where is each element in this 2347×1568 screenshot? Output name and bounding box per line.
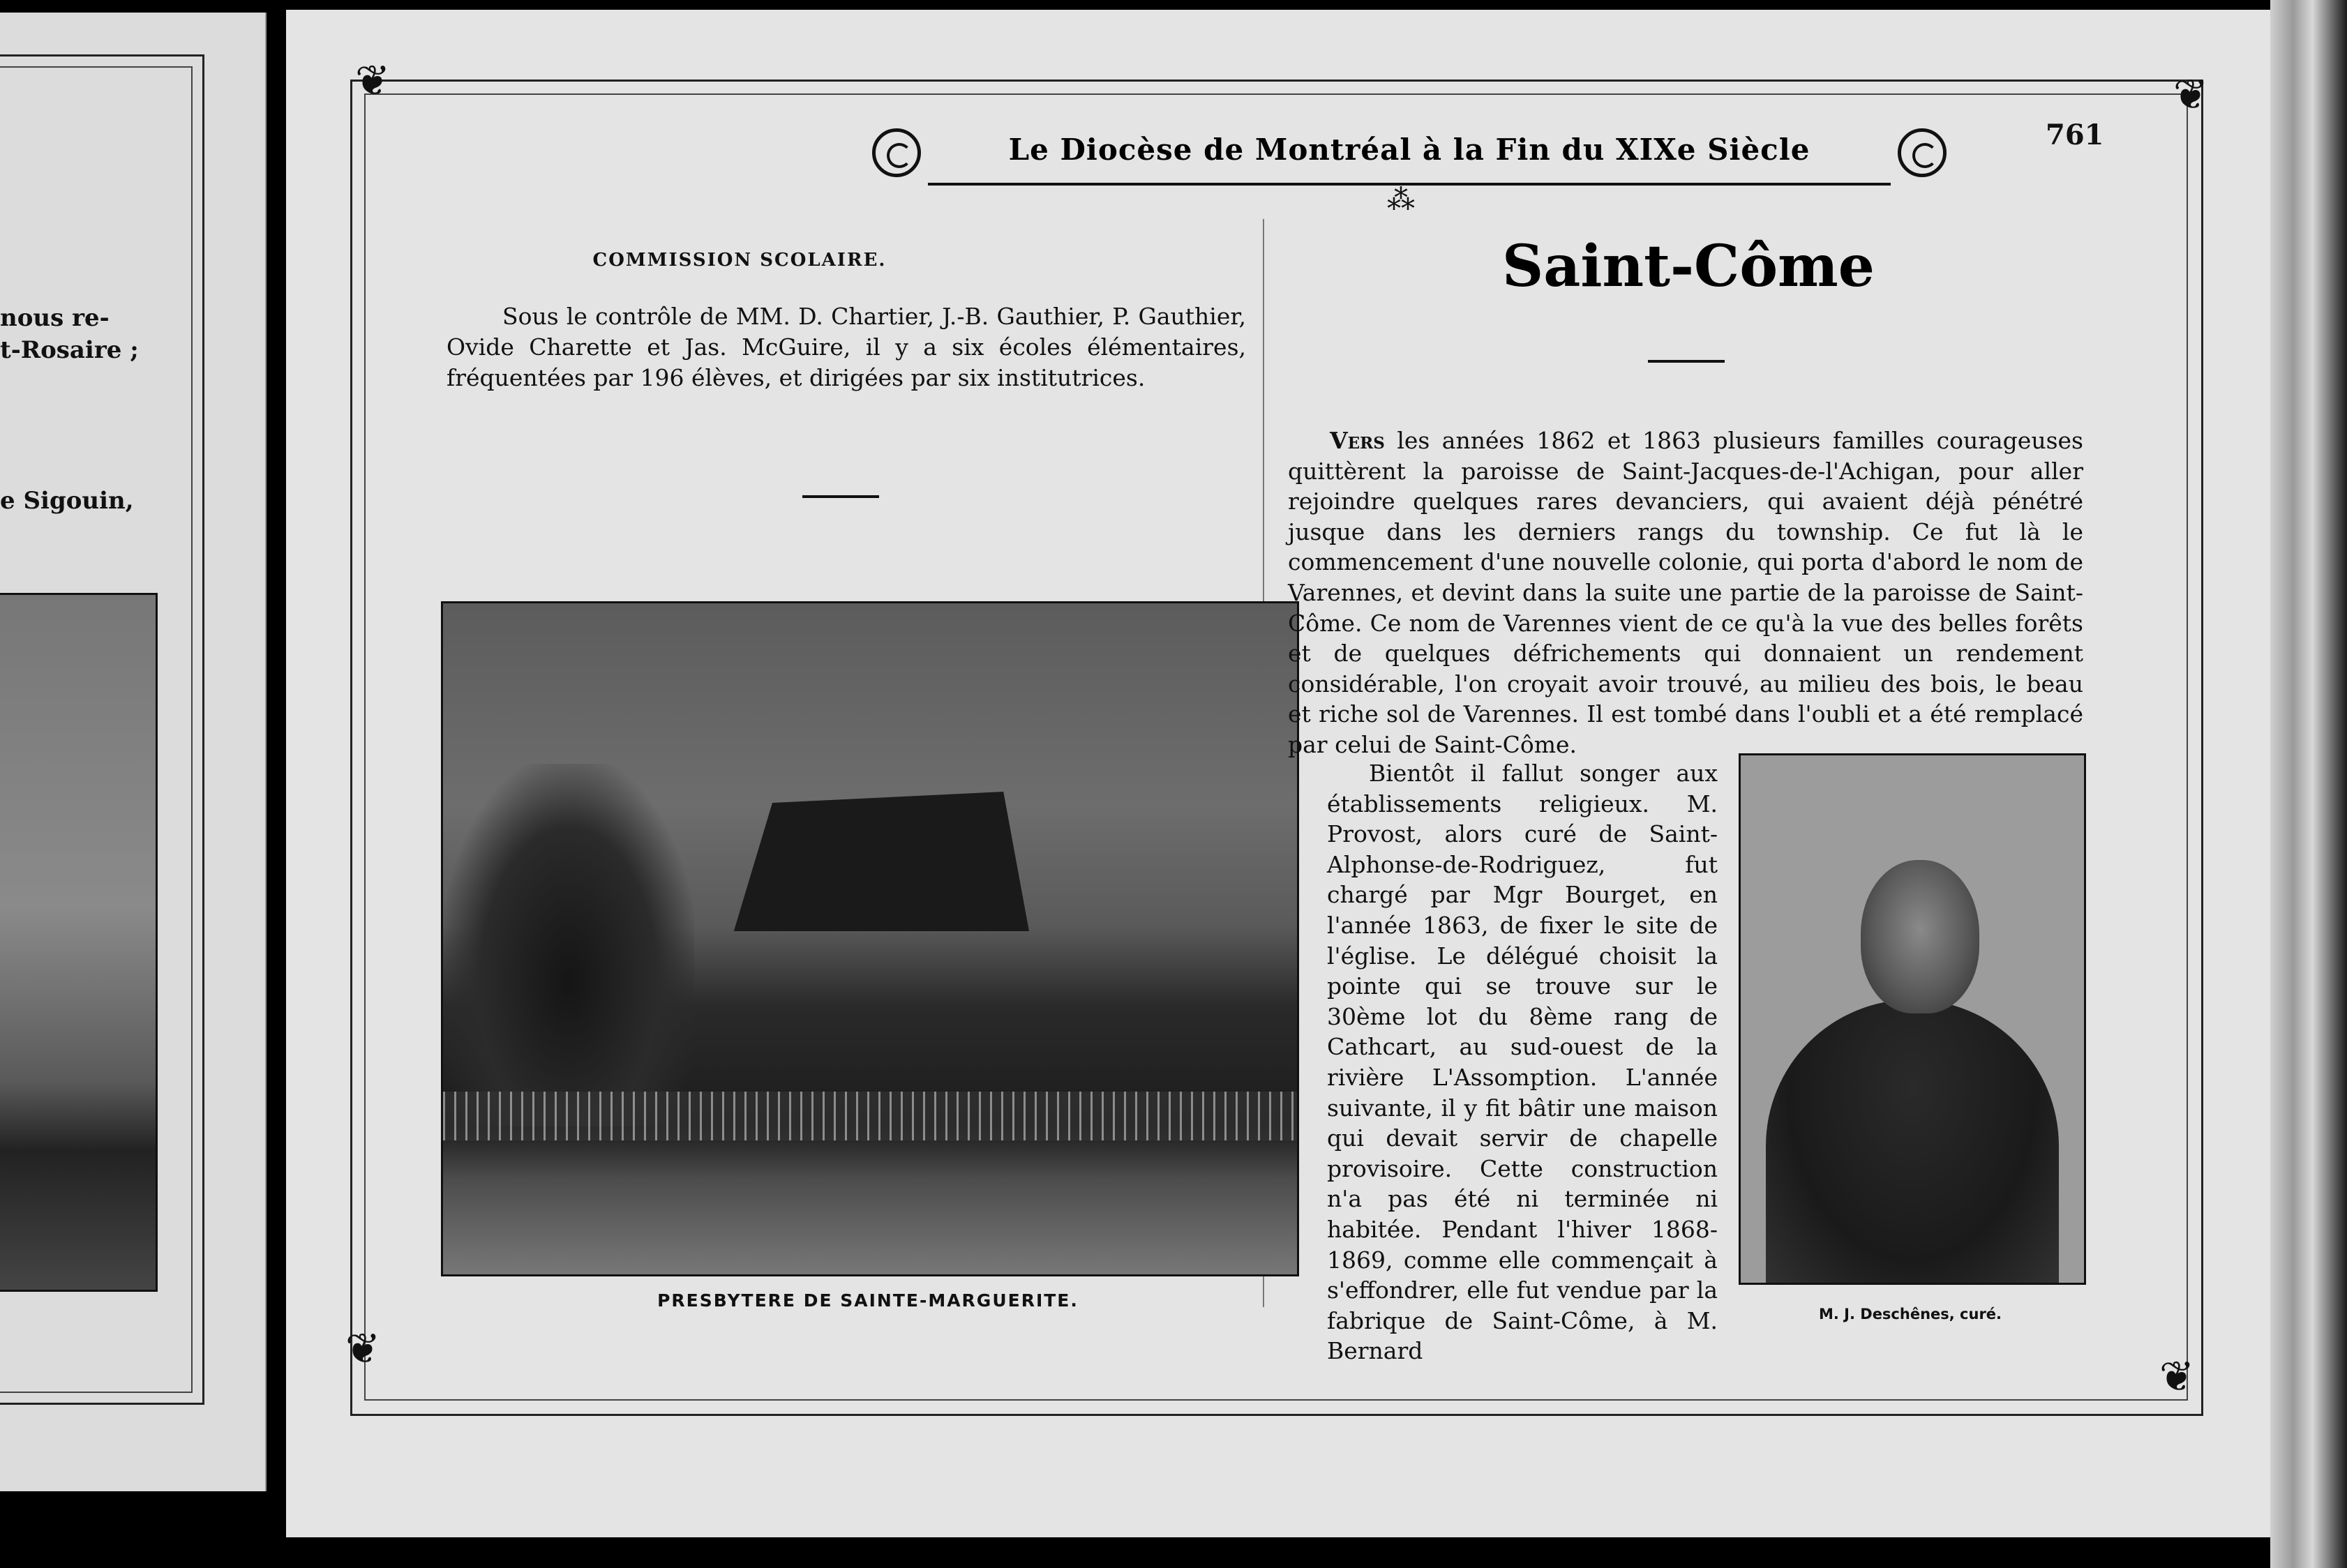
cure-portrait-photo: [1739, 753, 2086, 1285]
section-heading: COMMISSION SCOLAIRE.: [592, 250, 887, 271]
previous-page-line: t-Rosaire ;: [0, 336, 139, 364]
corner-ornament-icon: ❦: [345, 1325, 381, 1373]
cure-caption: M. J. Deschênes, curé.: [1818, 1306, 2002, 1322]
presbytere-caption: PRESBYTERE DE SAINTE-MARGUERITE.: [657, 1290, 1079, 1311]
portrait-body: [1766, 1000, 2059, 1285]
spiral-ornament-icon: [1898, 128, 1947, 177]
running-header-title: Le Diocèse de Montréal à la Fin du XIXe Siècle: [1008, 133, 1810, 167]
article-paragraph-text: les années 1862 et 1863 plusieurs familles courageuses quittèrent la paroisse de Saint-Jacques-de-l'Achigan, pour aller rejoindre quelques rares devanciers, qui avaient déjà pénétré jusque dans les derniers rangs du township. Ce fut là le commencement d'une nouvelle colonie, qui porta d'abord le nom de Varennes, et devint dans la suite une partie de la paroisse de Saint-Côme. Ce nom de Varennes vient de ce qu'à la vue des belles forêts et de quelques défrichements qui donnaient un rendement considérable, l'on croyait avoir trouvé, au milieu des bois, le beau et riche sol de Varennes. Il est tombé dans l'oubli et a été remplacé par celui de Saint-Côme.: [1288, 427, 2083, 758]
page: [286, 10, 2272, 1537]
title-rule: [1648, 360, 1725, 363]
book-binding-edge: [2270, 0, 2347, 1568]
corner-ornament-icon: ❦: [2159, 1352, 2195, 1401]
article-paragraph: [1288, 425, 2083, 760]
previous-page-line: e Sigouin,: [0, 487, 134, 515]
commission-text: Sous le contrôle de MM. D. Chartier, J.-B. Gauthier, P. Gauthier, Ovide Charette et Jas. McGuire, il y a six écoles élémentaires, fréquentées par 196 élèves, et dirigées par six institutrices.: [447, 303, 1246, 391]
header-ornament-icon: ⁂: [1387, 184, 1415, 216]
photo-trees: [443, 764, 694, 1126]
article-title: Saint-Côme: [1502, 233, 1875, 300]
article-paragraph-text: Bientôt il fallut songer aux établissements religieux. M. Provost, alors curé de Saint-Alphonse-de-Rodriguez, fut chargé par Mgr Bourget, en l'année 1863, de fixer le site de l'église. Le délégué choisit la pointe qui se trouve sur le 30ème lot du 8ème rang de Cathcart, au sud-ouest de la rivière L'Assomption. L'année suivante, il y fit bâtir une maison qui devait servir de chapelle provisoire. Cette construction n'a pas été ni terminée ni habitée. Pendant l'hiver 1868-1869, comme elle commençait à s'effondrer, elle fut vendue par la fabrique de Saint-Côme, à M. Bernard: [1327, 760, 1718, 1365]
photo-building: [708, 792, 1029, 931]
section-rule: [802, 495, 879, 498]
corner-ornament-icon: ❦: [354, 56, 391, 105]
article-paragraph: [1327, 758, 1718, 1366]
commission-paragraph: [447, 301, 1246, 393]
photo-fence: [443, 1092, 1297, 1140]
previous-page: [0, 13, 267, 1491]
running-header: [872, 128, 1947, 216]
corner-ornament-icon: ❦: [2173, 70, 2209, 119]
presbytere-photo: [441, 601, 1299, 1276]
portrait-head: [1861, 860, 1979, 1013]
previous-page-line: nous re-: [0, 304, 110, 332]
drop-word: Vers: [1330, 427, 1385, 454]
previous-page-photo: [0, 593, 158, 1292]
page-number: 761: [2046, 119, 2104, 151]
